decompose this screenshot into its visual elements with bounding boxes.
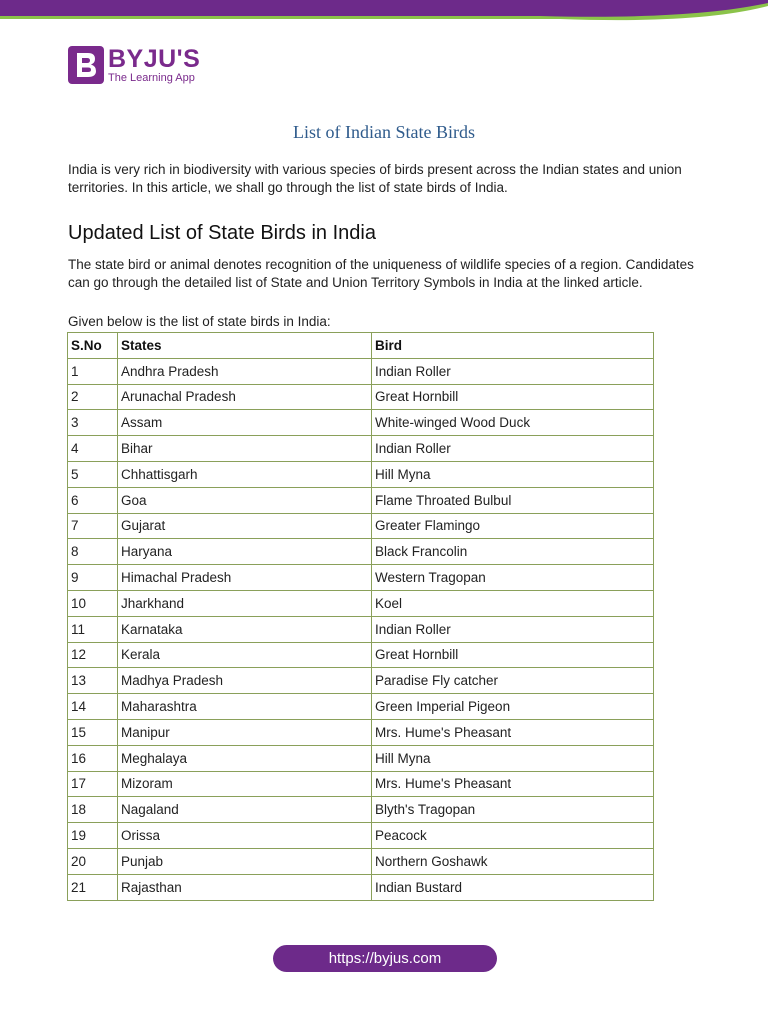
cell-bird: Koel xyxy=(372,590,654,616)
table-row xyxy=(68,436,654,462)
cell-bird: Mrs. Hume's Pheasant xyxy=(372,771,654,797)
cell-sno: 18 xyxy=(68,797,118,823)
cell-sno: 10 xyxy=(68,590,118,616)
cell-state: Goa xyxy=(118,487,372,513)
cell-sno: 15 xyxy=(68,719,118,745)
logo-tagline: The Learning App xyxy=(108,71,195,84)
cell-state: Haryana xyxy=(118,539,372,565)
table-intro: Given below is the list of state birds in India: xyxy=(68,314,331,329)
cell-state: Andhra Pradesh xyxy=(118,358,372,384)
footer-url-link[interactable] xyxy=(273,945,497,972)
cell-sno: 11 xyxy=(68,616,118,642)
cell-bird: Hill Myna xyxy=(372,461,654,487)
cell-state: Gujarat xyxy=(118,513,372,539)
table-header-row xyxy=(68,333,654,359)
logo-name: BYJU'S xyxy=(108,44,201,73)
table-row xyxy=(68,694,654,720)
footer-url-text: https://byjus.com xyxy=(328,950,442,967)
cell-state: Jharkhand xyxy=(118,590,372,616)
header-states: States xyxy=(118,333,372,359)
cell-state: Manipur xyxy=(118,719,372,745)
table-row xyxy=(68,797,654,823)
cell-bird: Blyth's Tragopan xyxy=(372,797,654,823)
table-row xyxy=(68,823,654,849)
cell-bird: Mrs. Hume's Pheasant xyxy=(372,719,654,745)
cell-sno: 6 xyxy=(68,487,118,513)
cell-state: Meghalaya xyxy=(118,745,372,771)
cell-state: Punjab xyxy=(118,848,372,874)
cell-state: Arunachal Pradesh xyxy=(118,384,372,410)
table-row xyxy=(68,384,654,410)
header-bird: Bird xyxy=(372,333,654,359)
cell-bird: Great Hornbill xyxy=(372,642,654,668)
table-row xyxy=(68,874,654,900)
cell-state: Karnataka xyxy=(118,616,372,642)
cell-state: Chhattisgarh xyxy=(118,461,372,487)
byjus-logo xyxy=(68,46,200,84)
cell-bird: Black Francolin xyxy=(372,539,654,565)
cell-sno: 17 xyxy=(68,771,118,797)
intro-paragraph: India is very rich in biodiversity with various species of birds present across the Indian states and union territories. In this article, we shall go through the list of state birds of India. xyxy=(68,162,682,195)
table-row xyxy=(68,513,654,539)
cell-state: Rajasthan xyxy=(118,874,372,900)
cell-state: Orissa xyxy=(118,823,372,849)
cell-sno: 20 xyxy=(68,848,118,874)
cell-sno: 3 xyxy=(68,410,118,436)
table-row xyxy=(68,771,654,797)
cell-bird: Peacock xyxy=(372,823,654,849)
cell-bird: Indian Roller xyxy=(372,436,654,462)
cell-sno: 8 xyxy=(68,539,118,565)
state-birds-table xyxy=(67,332,654,901)
table-row xyxy=(68,642,654,668)
header-sno: S.No xyxy=(68,333,118,359)
cell-bird: Great Hornbill xyxy=(372,384,654,410)
cell-bird: Indian Bustard xyxy=(372,874,654,900)
cell-bird: Indian Roller xyxy=(372,616,654,642)
cell-sno: 7 xyxy=(68,513,118,539)
cell-bird: Hill Myna xyxy=(372,745,654,771)
cell-sno: 5 xyxy=(68,461,118,487)
cell-sno: 21 xyxy=(68,874,118,900)
cell-bird: Indian Roller xyxy=(372,358,654,384)
cell-state: Bihar xyxy=(118,436,372,462)
table-row xyxy=(68,410,654,436)
cell-sno: 12 xyxy=(68,642,118,668)
document-title: List of Indian State Birds xyxy=(293,122,475,142)
cell-sno: 1 xyxy=(68,358,118,384)
table-row xyxy=(68,565,654,591)
table-row xyxy=(68,461,654,487)
logo-mark xyxy=(68,46,104,84)
cell-bird: Paradise Fly catcher xyxy=(372,668,654,694)
cell-bird: Green Imperial Pigeon xyxy=(372,694,654,720)
cell-bird: Northern Goshawk xyxy=(372,848,654,874)
table-row xyxy=(68,745,654,771)
cell-state: Madhya Pradesh xyxy=(118,668,372,694)
cell-state: Himachal Pradesh xyxy=(118,565,372,591)
cell-sno: 4 xyxy=(68,436,118,462)
cell-sno: 9 xyxy=(68,565,118,591)
table-row xyxy=(68,848,654,874)
cell-sno: 19 xyxy=(68,823,118,849)
cell-state: Nagaland xyxy=(118,797,372,823)
table-row xyxy=(68,539,654,565)
table-row xyxy=(68,668,654,694)
cell-state: Mizoram xyxy=(118,771,372,797)
cell-sno: 14 xyxy=(68,694,118,720)
cell-bird: Western Tragopan xyxy=(372,565,654,591)
cell-state: Maharashtra xyxy=(118,694,372,720)
cell-sno: 2 xyxy=(68,384,118,410)
table-row xyxy=(68,358,654,384)
cell-state: Kerala xyxy=(118,642,372,668)
top-decorative-band xyxy=(0,0,768,22)
cell-sno: 16 xyxy=(68,745,118,771)
cell-bird: White-winged Wood Duck xyxy=(372,410,654,436)
section-paragraph: The state bird or animal denotes recognition of the uniqueness of wildlife species of a region. Candidates can go through the detailed list of State and Union Territory Symbols in India at the linked article. xyxy=(68,257,694,290)
section-heading: Updated List of State Birds in India xyxy=(68,222,376,244)
table-row xyxy=(68,719,654,745)
cell-bird: Greater Flamingo xyxy=(372,513,654,539)
cell-bird: Flame Throated Bulbul xyxy=(372,487,654,513)
table-row xyxy=(68,487,654,513)
cell-sno: 13 xyxy=(68,668,118,694)
table-row xyxy=(68,616,654,642)
table-row xyxy=(68,590,654,616)
cell-state: Assam xyxy=(118,410,372,436)
